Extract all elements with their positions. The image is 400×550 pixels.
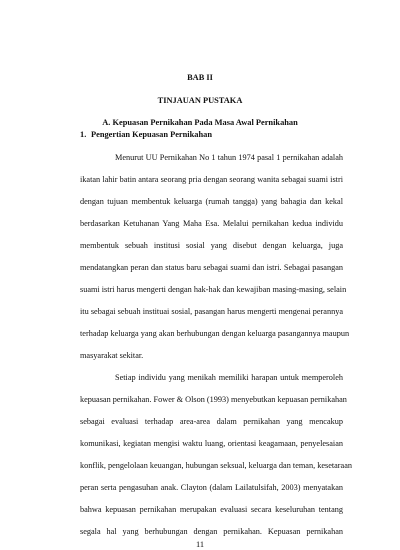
- section-title: A. Kepuasan Pernikahan Pada Masa Awal Pernikahan: [102, 118, 298, 127]
- paragraph-1-line: berdasarkan Ketuhanan Yang Maha Esa. Melalui pernikahan kedua individu: [80, 219, 343, 228]
- paragraph-2-line: komunikasi, kegiatan mengisi waktu luang, orientasi keagamaan, penyelesaian: [80, 439, 343, 448]
- paragraph-1-line: membentuk sebuah institusi sosial yang disebut dengan keluarga, juga: [80, 241, 343, 250]
- paragraph-1-line: suami istri harus mengerti dengan hak-hak dan kewajiban masing-masing, selain: [80, 285, 347, 294]
- paragraph-1-line: ikatan lahir batin antara seorang pria dengan seorang wanita sebagai suami istri: [80, 175, 343, 184]
- paragraph-1-line: Menurut UU Pernikahan No 1 tahun 1974 pasal 1 pernikahan adalah: [115, 153, 343, 162]
- paragraph-2-line: sebagai evaluasi terhadap area-area dalam pernikahan yang mencakup: [80, 417, 343, 426]
- subsection-heading: [80, 130, 212, 139]
- page-number: 11: [195, 540, 205, 549]
- paragraph-1-line: itu sebagai sebuah instituai sosial, pasangan harus mengerti mengenai perannya: [80, 307, 343, 316]
- paragraph-2-line: kepuasan pernikahan. Fower & Olson (1993) menyebutkan kepuasan pernikahan: [80, 395, 347, 404]
- paragraph-2-line: peran serta pengasuhan anak. Clayton (dalam Lailatulsifah, 2003) menyatakan: [80, 483, 343, 492]
- chapter-label: BAB II: [187, 73, 213, 82]
- subsection-title: Pengertian Kepuasan Pernikahan: [91, 130, 212, 139]
- paragraph-1-line: terhadap keluarga yang akan berhubungan dengan keluarga pasangannya maupun: [80, 329, 350, 338]
- paragraph-2-line: bahwa kepuasan pernikahan merupakan evaluasi secara keseluruhan tentang: [80, 505, 343, 514]
- paragraph-2-line: konflik, pengelolaan keuangan, hubungan seksual, keluarga dan teman, kesetaraan: [80, 461, 353, 470]
- paragraph-1-line: dengan tujuan membentuk keluarga (rumah tangga) yang bahagia dan kekal: [80, 197, 343, 206]
- paragraph-1-line: mendatangkan peran dan status baru sebagai suami dan istri. Sebagai pasangan: [80, 263, 343, 272]
- paragraph-2-line: segala hal yang berhubungan dengan pernikahan. Kepuasan pernikahan: [80, 527, 343, 536]
- paragraph-1-line: masyarakat sekitar.: [80, 351, 144, 360]
- chapter-title: TINJAUAN PUSTAKA: [157, 96, 243, 105]
- paragraph-2-line: Setiap individu yang menikah memiliki harapan untuk memperoleh: [115, 373, 343, 382]
- subsection-number: 1.: [80, 130, 87, 139]
